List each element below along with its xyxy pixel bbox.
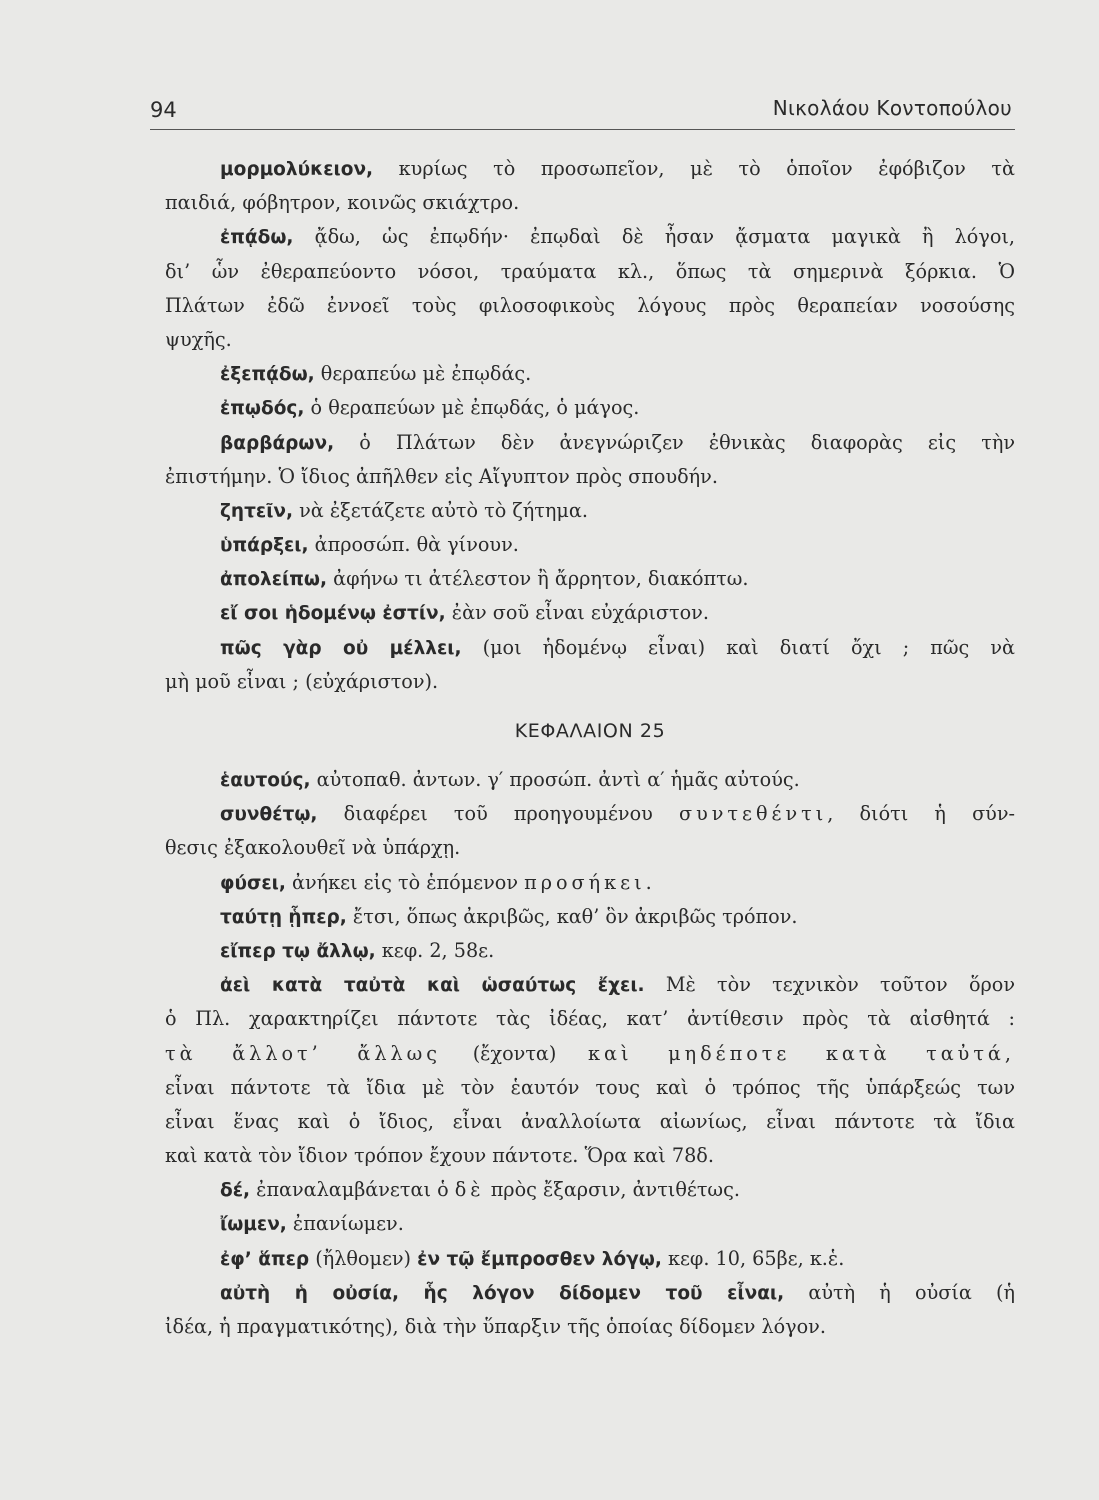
- entry-line: [165, 1276, 1015, 1310]
- gloss: ὁ θεραπεύων μὲ ἐπῳδάς, ὁ μάγος.: [304, 396, 640, 420]
- lemma: ὑπάρξει,: [220, 535, 309, 557]
- gloss: πρὸς ἔξαρσιν, ἀντιθέτως.: [484, 1178, 740, 1202]
- gloss: (ἤλθομεν): [309, 1246, 418, 1270]
- lemma: ἐφ’ ἅπερ: [220, 1248, 310, 1270]
- gloss: (μοι ἡδομένῳ εἶναι) καὶ διατί ὄχι ; πῶς νὰ: [461, 635, 1015, 659]
- gloss: ἀφήνω τι ἀτέλεστον ἢ ἄρρητον, διακόπτω.: [327, 567, 749, 591]
- entry-line: [165, 596, 1015, 630]
- spaced-word: προσήκει: [524, 870, 646, 894]
- header-rule: [150, 129, 1015, 130]
- gloss: ᾄδω, ὡς ἐπῳδήν· ἐπῳδαὶ δὲ ἦσαν ᾄσματα μαγικὰ ἢ λόγοι,: [293, 225, 1015, 249]
- lemma: εἴ σοι ἡδομένῳ ἐστίν,: [220, 603, 446, 625]
- running-head: Νικολάου Κοντοπούλου: [772, 96, 1012, 120]
- text-line: ψυχῆς.: [165, 327, 232, 351]
- lemma: ἐπῳδός,: [220, 398, 305, 420]
- gloss: ἐὰν σοῦ εἶναι εὐχάριστον.: [445, 601, 709, 625]
- entry-line: [165, 152, 1015, 186]
- lemma: ταύτῃ ᾗπερ,: [220, 906, 347, 928]
- lemma: ἀεὶ κατὰ ταὐτὰ καὶ ὡσαύτως ἔχει.: [220, 975, 645, 997]
- gloss: αὐτὴ ἡ οὐσία (ἡ: [784, 1280, 1015, 1304]
- gloss: ὁ Πλάτων δὲν ἀνεγνώριζεν ἐθνικὰς διαφορὰς εἰς τὴν: [334, 430, 1015, 454]
- chapter-heading: ΚΕΦΑΛΑΙΟΝ 25: [514, 720, 666, 742]
- gloss: ἔτσι, ὅπως ἀκριβῶς, καθ’ ὃν ἀκριβῶς τρόπον.: [346, 904, 798, 928]
- gloss: διαφέρει τοῦ προηγουμένου: [317, 802, 679, 826]
- lemma: αὐτὴ ἡ οὐσία, ἧς λόγον δίδομεν τοῦ εἶναι,: [220, 1282, 785, 1304]
- page-number: 94: [150, 98, 177, 122]
- gloss: κεφ. 2, 58ε.: [375, 938, 495, 962]
- lemma: ἐξεπᾴδω,: [220, 364, 315, 386]
- lemma: ζητεῖν,: [220, 500, 294, 522]
- lemma: δέ,: [220, 1180, 251, 1202]
- text-line: εἶναι πάντοτε τὰ ἴδια μὲ τὸν ἑαυτόν τους καὶ ὁ τρόπος τῆς ὑπάρξεώς των: [165, 1075, 1015, 1099]
- lemma: φύσει,: [220, 872, 286, 894]
- lemma: ἐν τῷ ἔμπροσθεν λόγῳ,: [417, 1248, 662, 1270]
- text-line: θεσις ἐξακολουθεῖ νὰ ὑπάρχῃ.: [165, 836, 461, 860]
- spaced-word: τὰ ἄλλοτ’ ἄλλως: [165, 1041, 442, 1065]
- gloss: ἀπροσώπ. θὰ γίνουν.: [308, 533, 519, 557]
- gloss: κυρίως τὸ προσωπεῖον, μὲ τὸ ὁποῖον ἐφόβιζον τὰ: [373, 157, 1015, 180]
- spaced-word: συντεθέντι: [678, 802, 828, 826]
- entry-line: [165, 797, 1015, 831]
- lemma: ἐπᾴδω,: [220, 227, 294, 249]
- gloss: (ἔχοντα): [441, 1041, 589, 1065]
- spaced-word: δὲ: [454, 1178, 485, 1202]
- entry-line: [165, 426, 1015, 460]
- text-line: μὴ μοῦ εἶναι ; (εὐχάριστον).: [165, 669, 439, 693]
- text-line: καὶ κατὰ τὸν ἴδιον τρόπον ἔχουν πάντοτε. Ὅρα καὶ 78δ.: [165, 1144, 714, 1168]
- entry-line: [165, 900, 1015, 934]
- lemma: μορμολύκειον,: [220, 159, 374, 180]
- lemma: ἑαυτούς,: [220, 770, 311, 791]
- entry-line: [165, 1207, 1015, 1241]
- text-line: ἐπιστήμην. Ὁ ἴδιος ἀπῆλθεν εἰς Αἴγυπτον πρὸς σπουδήν.: [165, 464, 718, 488]
- entry-line: [165, 631, 1015, 665]
- text-line: παιδιά, φόβητρον, κοινῶς σκιάχτρο.: [165, 191, 520, 215]
- gloss: νὰ ἐξετάζετε αὐτὸ τὸ ζήτημα.: [293, 498, 588, 522]
- entry-line: [165, 562, 1015, 596]
- text-line: εἶναι ἕνας καὶ ὁ ἴδιος, εἶναι ἀναλλοίωτα αἰωνίως, εἶναι πάντοτε τὰ ἴδια: [165, 1109, 1015, 1133]
- entry-line: [165, 357, 1015, 391]
- text-line: [165, 1037, 1015, 1071]
- entry-line: [165, 494, 1015, 528]
- entry-line: [165, 528, 1015, 562]
- lemma: ἴωμεν,: [220, 1214, 287, 1236]
- lemma: εἴπερ τῳ ἄλλῳ,: [220, 940, 376, 962]
- entry-line: φύσει, ἀνήκει εἰς τὸ ἑπόμενον προσήκει.: [220, 870, 652, 894]
- lemma: συνθέτῳ,: [220, 804, 318, 826]
- entry-line: [165, 220, 1015, 254]
- lemma: πῶς γὰρ οὐ μέλλει,: [220, 637, 462, 659]
- gloss: ἀνήκει εἰς τὸ ἑπόμενον: [285, 870, 525, 894]
- lemma: ἀπολείπω,: [220, 569, 328, 591]
- spaced-word: καὶ μηδέποτε κατὰ ταὐτά,: [588, 1041, 1015, 1065]
- entry-line: [165, 934, 1015, 968]
- text-line: δι’ ὧν ἐθεραπεύοντο νόσοι, τραύματα κλ., ὅπως τὰ σημερινὰ ξόρκια. Ὁ: [165, 259, 1015, 283]
- gloss: κεφ. 10, 65βε, κ.ἑ.: [661, 1246, 845, 1270]
- text-line: ὁ Πλ. χαρακτηρίζει πάντοτε τὰς ἰδέας, κατ’ ἀντίθεσιν πρὸς τὰ αἰσθητά :: [165, 1007, 1015, 1031]
- page-body: [165, 152, 1015, 1344]
- entry-line: [165, 968, 1015, 1002]
- gloss: θεραπεύω μὲ ἐπῳδάς.: [314, 362, 532, 386]
- entry-line: [165, 1173, 1015, 1207]
- gloss: , διότι ἡ σύν-: [827, 802, 1015, 826]
- gloss: αὐτοπαθ. ἀντων. γ′ προσώπ. ἀντὶ α′ ἡμᾶς αὐτούς.: [310, 768, 800, 791]
- text-line: Πλάτων ἐδῶ ἐννοεῖ τοὺς φιλοσοφικοὺς λόγους πρὸς θεραπείαν νοσούσης: [165, 293, 1015, 317]
- entry-line: [165, 1242, 1015, 1276]
- lemma: βαρβάρων,: [220, 432, 335, 454]
- text-line: ἰδέα, ἡ πραγματικότης), διὰ τὴν ὕπαρξιν τῆς ὁποίας δίδομεν λόγον.: [165, 1315, 826, 1338]
- gloss: ἐπανίωμεν.: [286, 1212, 404, 1236]
- gloss: ἐπαναλαμβάνεται ὁ: [250, 1178, 455, 1202]
- entry-line: [165, 391, 1015, 425]
- entry-line: [165, 763, 1015, 797]
- gloss: Μὲ τὸν τεχνικὸν τοῦτον ὅρον: [644, 973, 1015, 997]
